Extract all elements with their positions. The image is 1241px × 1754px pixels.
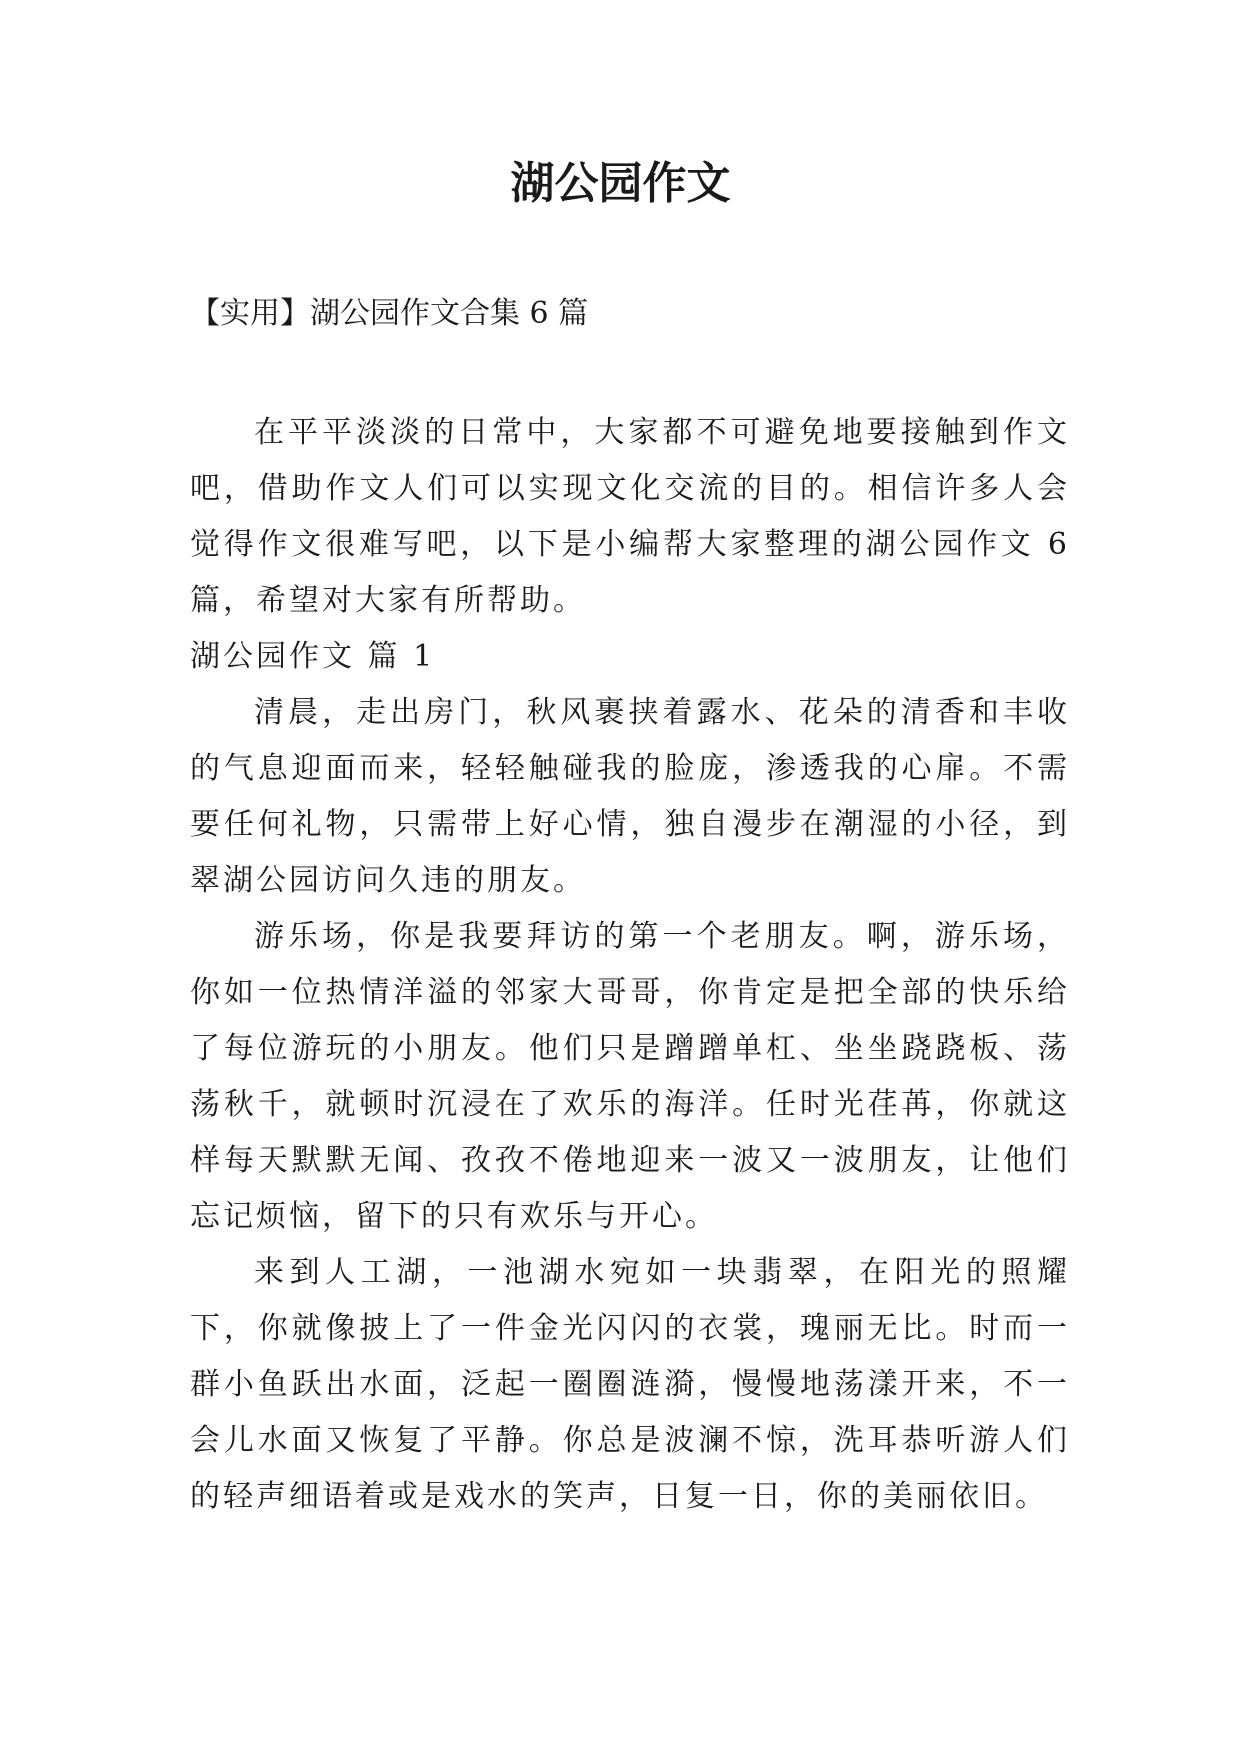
document-title: 湖公园作文 — [510, 158, 731, 209]
document-body — [190, 405, 1070, 1525]
body-paragraph: 来到人工湖，一池湖水宛如一块翡翠，在阳光的照耀下，你就像披上了一件金光闪闪的衣裳，瑰丽无比。时而一群小鱼跃出水面，泛起一圈圈涟漪，慢慢地荡漾开来，不一会儿水面又恢复了平静。你总是波澜不惊，洗耳恭听游人们的轻声细语着或是戏水的笑声，日复一日，你的美丽依旧。 — [190, 1255, 1070, 1514]
document-subtitle: 【实用】湖公园作文合集 6 篇 — [190, 296, 589, 331]
body-paragraph: 游乐场，你是我要拜访的第一个老朋友。啊，游乐场，你如一位热情洋溢的邻家大哥哥，你肯定是把全部的快乐给了每位游玩的小朋友。他们只是蹭蹭单杠、坐坐跷跷板、荡荡秋千，就顿时沉浸在了欢乐的海洋。任时光荏苒，你就这样每天默默无闻、孜孜不倦地迎来一波又一波朋友，让他们忘记烦恼，留下的只有欢乐与开心。 — [190, 919, 1070, 1234]
body-paragraph: 清晨，走出房门，秋风裹挟着露水、花朵的清香和丰收的气息迎面而来，轻轻触碰我的脸庞，渗透我的心扉。不需要任何礼物，只需带上好心情，独自漫步在潮湿的小径，到翠湖公园访问久违的朋友。 — [190, 695, 1070, 898]
intro-paragraph: 在平平淡淡的日常中，大家都不可避免地要接触到作文吧，借助作文人们可以实现文化交流的目的。相信许多人会觉得作文很难写吧，以下是小编帮大家整理的湖公园作文 6 篇，希望对大家有所帮助。 — [190, 415, 1070, 618]
section-heading: 湖公园作文 篇 1 — [190, 639, 436, 674]
